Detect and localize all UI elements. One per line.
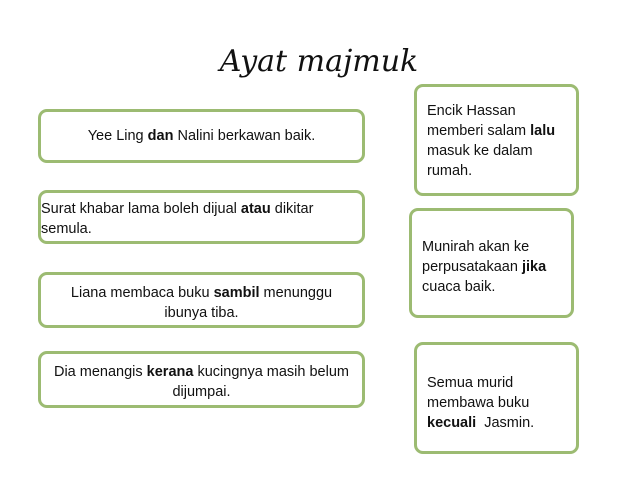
sentence-text: Dia menangis kerana kucingnya masih belum dijumpai. [53,364,349,400]
sentence-text: Encik Hassan memberi salam lalu masuk ke dalam rumah. [427,103,556,179]
sentence-text: Munirah akan ke perpusatakaan jika cuaca baik. [422,239,547,295]
conjunction: jika [521,259,547,275]
sentence-box-kecuali [414,342,579,454]
sentence-text: Liana membaca buku sambil menunggu ibunya tiba. [70,285,333,321]
sentence-text: Semua murid membawa buku kecuali Jasmin. [427,375,535,431]
sentence-box-atau [38,190,365,244]
sentence-box-lalu [414,84,579,196]
conjunction: sambil [213,285,260,301]
sentence-text: Yee Ling dan Nalini berkawan baik. [87,128,316,144]
sentence-box-sambil [38,272,365,328]
conjunction: kerana [146,364,194,380]
conjunction: dan [147,128,174,144]
conjunction: atau [240,201,271,217]
conjunction: lalu [530,123,556,139]
sentence-box-kerana [38,351,365,408]
sentence-box-dan [38,109,365,163]
page-title: Ayat majmuk [219,44,419,79]
sentence-text: Surat khabar lama boleh dijual atau dikitar semula. [41,201,314,237]
conjunction: kecuali [427,415,477,431]
sentence-box-jika [409,208,574,318]
